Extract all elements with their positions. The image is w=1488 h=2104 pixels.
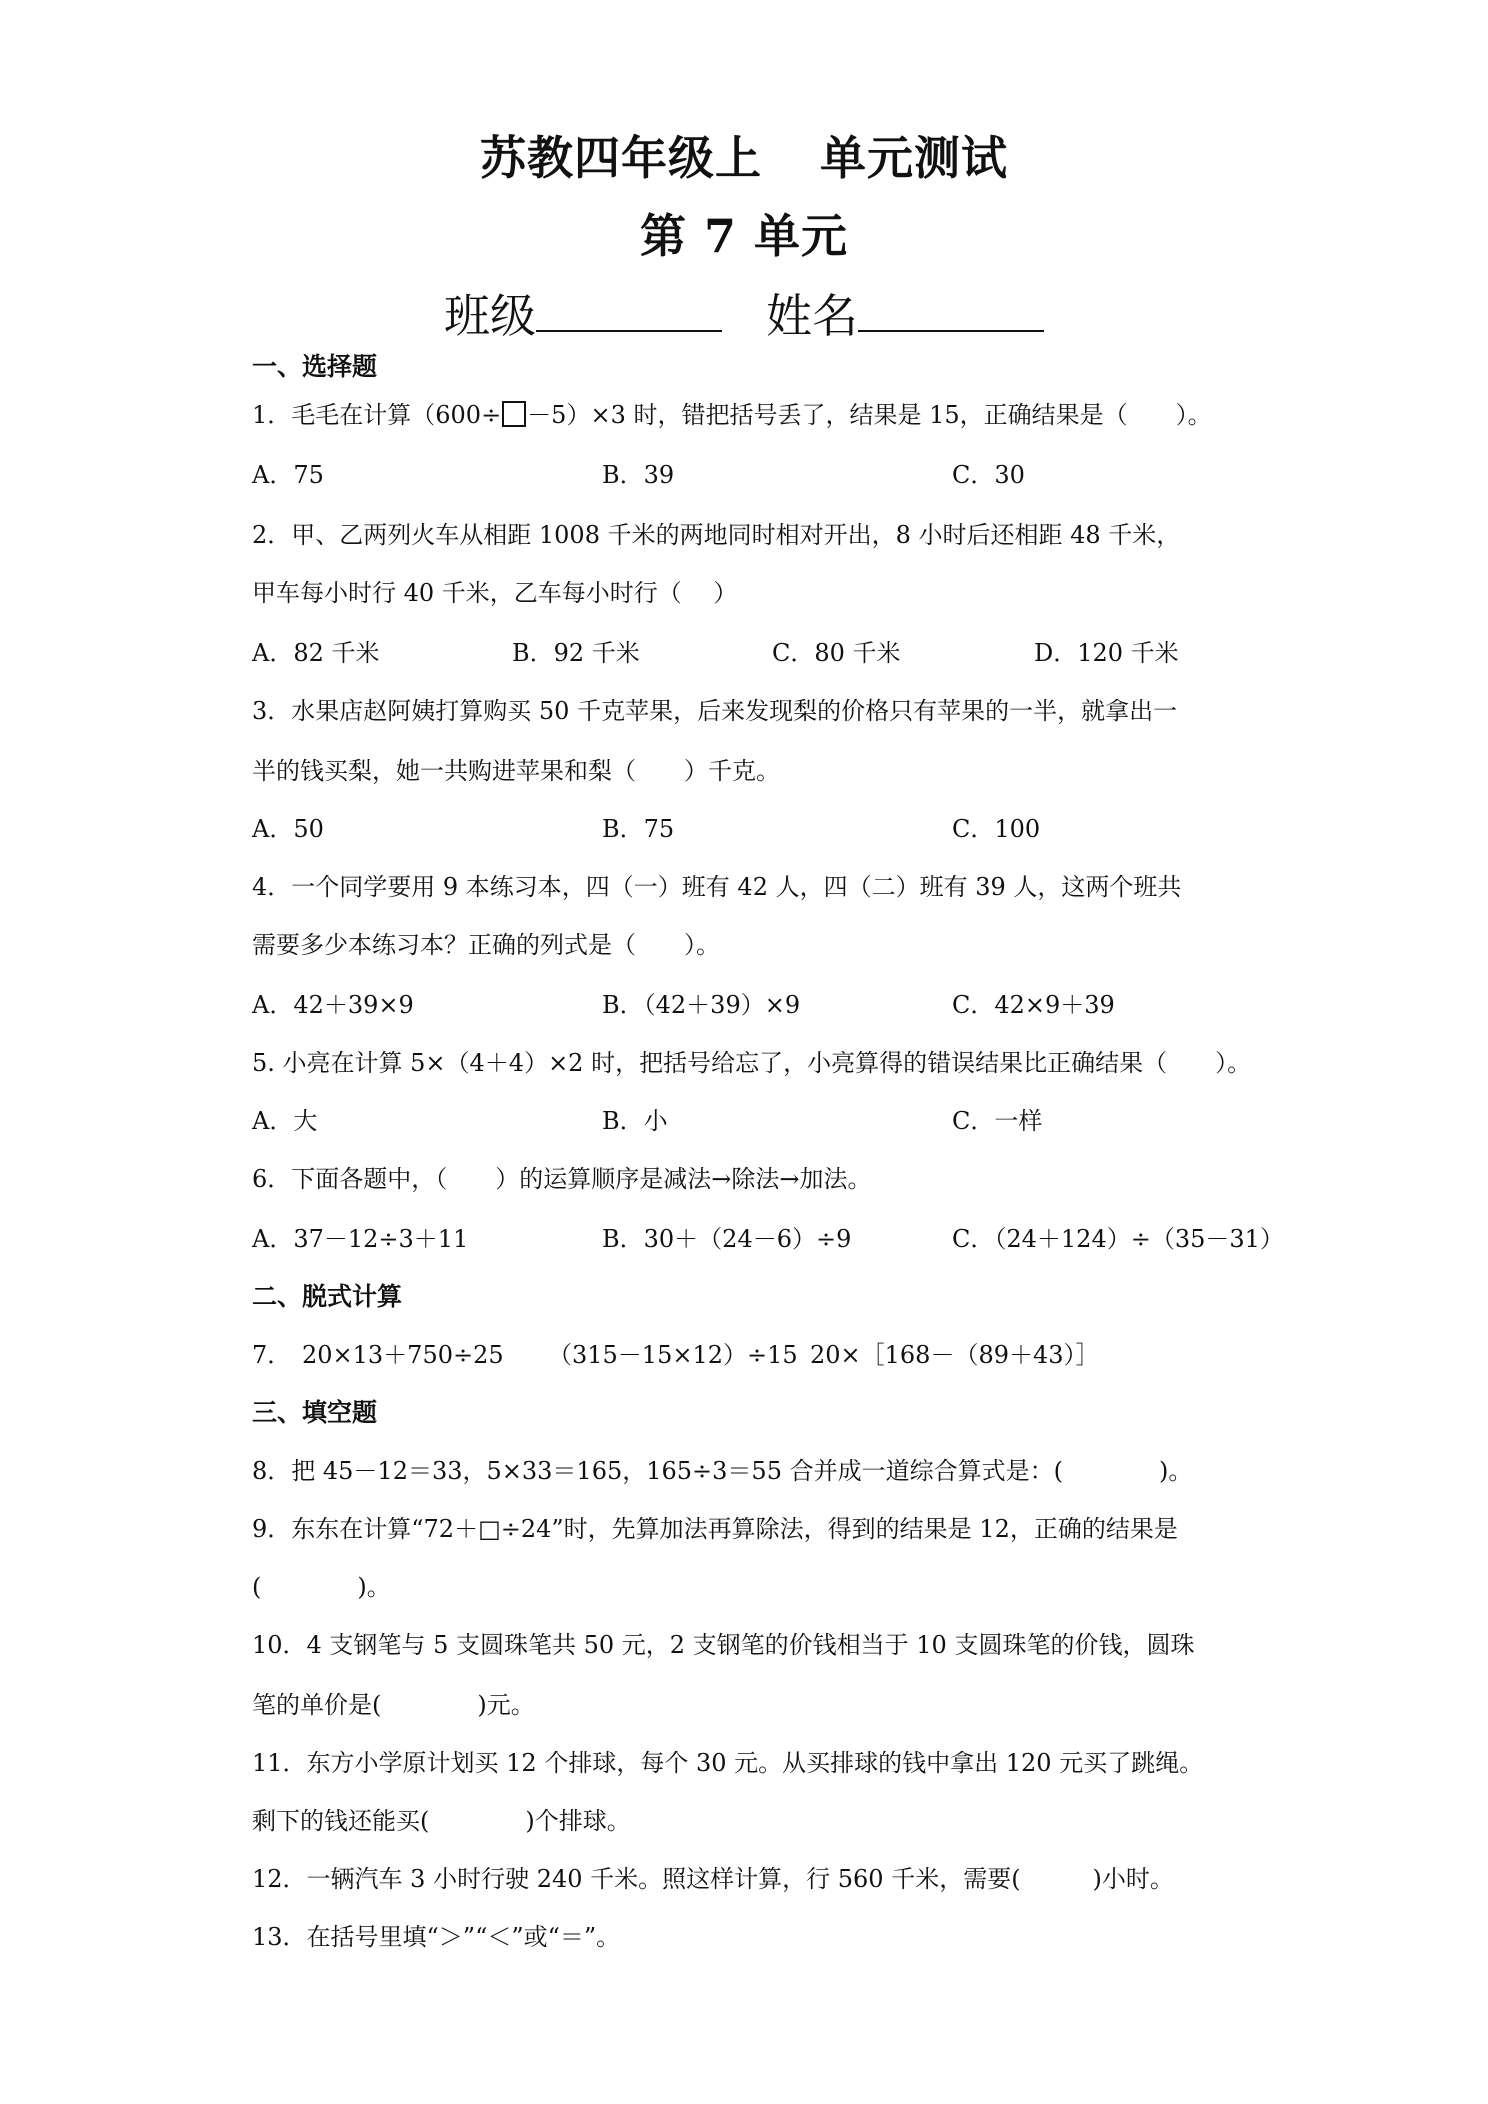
q4-option-b[interactable]: B．（42＋39）×9	[602, 991, 801, 1019]
q3-option-c[interactable]: C．100	[952, 815, 1041, 843]
q2-option-d[interactable]: D．120 千米	[1034, 639, 1179, 667]
name-blank[interactable]	[858, 290, 1044, 332]
question-1	[252, 400, 1212, 430]
question-11-line-2: 剩下的钱还能买( )个排球。	[252, 1807, 631, 1835]
unit-title: 第 7 单元	[639, 209, 849, 263]
question-1-text-b: －5）×3 时，错把括号丢了，结果是 15，正确结果是（ ）。	[527, 401, 1212, 429]
q3-option-a[interactable]: A．50	[252, 815, 324, 843]
q1-option-a[interactable]: A．75	[252, 461, 324, 489]
q2-option-b[interactable]: B．92 千米	[512, 639, 640, 667]
section-heading-fill-blank: 三、填空题	[252, 1398, 378, 1427]
q6-option-b[interactable]: B．30＋（24－6）÷9	[602, 1225, 852, 1253]
title-test: 单元测试	[820, 131, 1008, 185]
q5-option-b[interactable]: B．小	[602, 1107, 668, 1135]
question-13: 13．在括号里填“＞”“＜”或“＝”。	[252, 1923, 621, 1951]
question-3-line-1: 3．水果店赵阿姨打算购买 50 千克苹果，后来发现梨的价格只有苹果的一半，就拿出一	[252, 697, 1178, 725]
q4-option-c[interactable]: C．42×9＋39	[952, 991, 1115, 1019]
q6-option-c[interactable]: C．（24＋124）÷（35－31）	[952, 1225, 1284, 1253]
question-3-line-2: 半的钱买梨，她一共购进苹果和梨（ ）千克。	[252, 757, 780, 785]
q7-expression-3: 20×［168－（89＋43）］	[810, 1341, 1100, 1369]
student-info-line	[0, 280, 1488, 346]
question-6: 6．下面各题中，（ ）的运算顺序是减法→除法→加法。	[252, 1165, 872, 1193]
title-grade: 苏教四年级上	[480, 131, 762, 185]
question-7-number: 7．	[252, 1341, 292, 1369]
question-11-line-1: 11．东方小学原计划买 12 个排球，每个 30 元。从买排球的钱中拿出 120 元买了跳绳。	[252, 1749, 1204, 1777]
question-5: 5. 小亮在计算 5×（4＋4）×2 时，把括号给忘了，小亮算得的错误结果比正确结果（ ）。	[252, 1049, 1252, 1077]
blank-box-icon	[502, 401, 526, 427]
q2-option-a[interactable]: A．82 千米	[252, 639, 380, 667]
q7-expression-2: （315－15×12）÷15	[548, 1341, 798, 1369]
q3-option-b[interactable]: B．75	[602, 815, 675, 843]
q5-option-c[interactable]: C．一样	[952, 1107, 1043, 1135]
q5-option-a[interactable]: A．大	[252, 1107, 318, 1135]
q2-option-c[interactable]: C．80 千米	[772, 639, 901, 667]
class-label: 班级	[444, 289, 536, 343]
question-8: 8．把 45－12＝33，5×33＝165，165÷3＝55 合并成一道综合算式是：( )。	[252, 1457, 1193, 1485]
q4-option-a[interactable]: A．42＋39×9	[252, 991, 414, 1019]
class-blank[interactable]	[536, 290, 722, 332]
question-4-line-1: 4．一个同学要用 9 本练习本，四（一）班有 42 人，四（二）班有 39 人，这两个班共	[252, 873, 1182, 901]
name-label: 姓名	[766, 289, 858, 343]
q1-option-b[interactable]: B．39	[602, 461, 675, 489]
q7-expression-1: 20×13＋750÷25	[302, 1341, 504, 1369]
section-heading-calculation: 二、脱式计算	[252, 1282, 403, 1311]
question-9-line-1: 9．东东在计算“72＋□÷24”时，先算加法再算除法，得到的结果是 12，正确的结果是	[252, 1515, 1178, 1543]
question-2-line-2: 甲车每小时行 40 千米，乙车每小时行（ ）	[252, 579, 738, 607]
question-2-line-1: 2．甲、乙两列火车从相距 1008 千米的两地同时相对开出，8 小时后还相距 48 千米，	[252, 521, 1181, 549]
question-10-line-2: 笔的单价是( )元。	[252, 1691, 535, 1719]
question-9-line-2: ( )。	[252, 1573, 391, 1601]
question-4-line-2: 需要多少本练习本？正确的列式是（ ）。	[252, 931, 720, 959]
q1-option-c[interactable]: C．30	[952, 461, 1025, 489]
question-10-line-1: 10．4 支钢笔与 5 支圆珠笔共 50 元，2 支钢笔的价钱相当于 10 支圆珠笔的价钱，圆珠	[252, 1631, 1195, 1659]
question-1-text-a: 1．毛毛在计算（600÷	[252, 401, 502, 429]
section-heading-choice: 一、选择题	[252, 352, 378, 381]
q6-option-a[interactable]: A．37－12÷3＋11	[252, 1225, 469, 1253]
worksheet-title	[0, 122, 1488, 188]
question-12: 12．一辆汽车 3 小时行驶 240 千米。照这样计算，行 560 千米，需要( )小时。	[252, 1865, 1174, 1893]
